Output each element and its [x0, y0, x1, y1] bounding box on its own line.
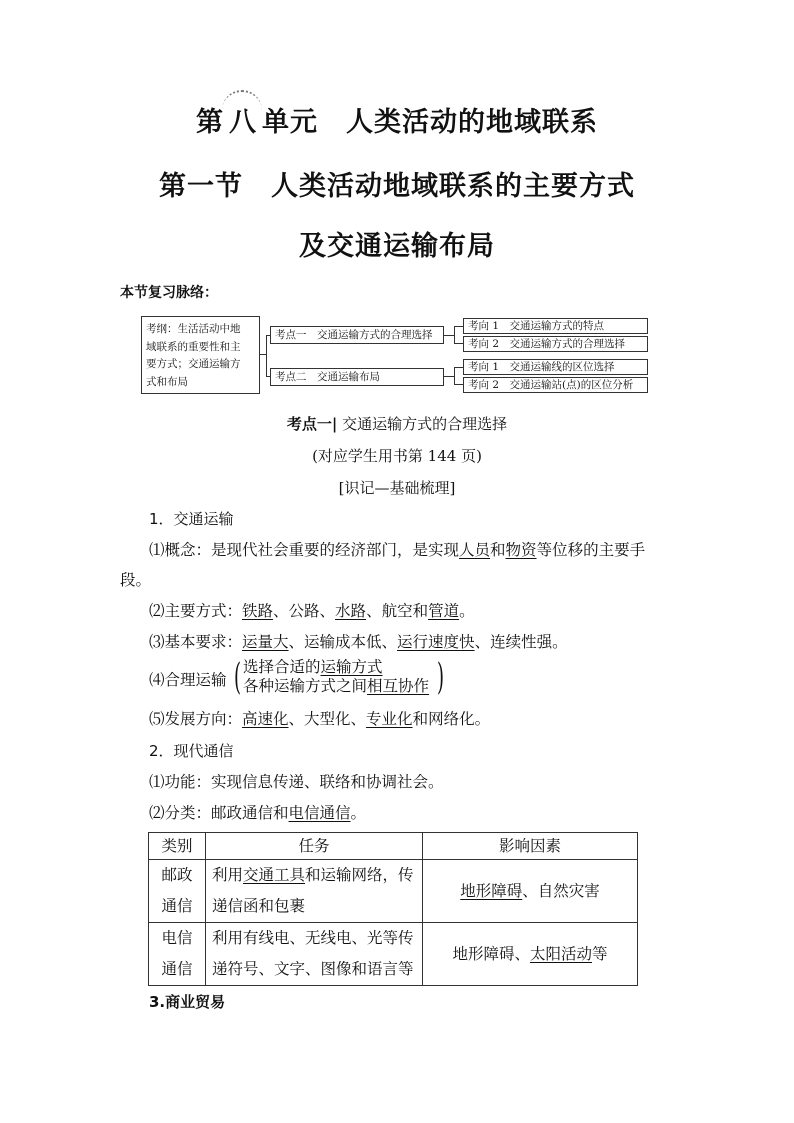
table-cell-category: 邮政 通信	[149, 860, 206, 923]
s1-p2: ⑵主要方式：铁路、公路、水路、航空和管道。	[149, 602, 475, 620]
s1-p4-label: ⑷合理运输	[149, 671, 227, 689]
s1-p5: ⑸发展方向：高速化、大型化、专业化和网络化。	[149, 710, 491, 728]
table-header-row	[149, 833, 638, 860]
s1-p1-cont: 段。	[120, 571, 152, 589]
table-cell-factor: 地形障碍、太阳活动等	[423, 923, 638, 986]
s2-heading: 2．现代通信	[149, 742, 234, 760]
s1-p3: ⑶基本要求：运量大、运输成本低、运行速度快、连续性强。	[149, 633, 568, 651]
s3-heading: 3.商业贸易	[149, 993, 226, 1011]
table-header: 影响因素	[423, 833, 638, 860]
table-header: 任务	[206, 833, 423, 860]
table-cell-category: 电信 通信	[149, 923, 206, 986]
table-row	[149, 860, 638, 923]
page-reference: (对应学生用书第 144 页)	[312, 447, 482, 465]
table-header: 类别	[149, 833, 206, 860]
section-title-line1: 第一节 人类活动地域联系的主要方式	[159, 171, 635, 202]
unit-number: 八	[224, 100, 262, 139]
review-label: 本节复习脉络：	[120, 285, 218, 301]
section-label: [识记—基础梳理]	[338, 479, 456, 497]
mindmap-point-2: 考点二 交通运输布局	[270, 368, 444, 386]
mindmap-sub-1-2: 考向 2 交通运输方式的合理选择	[463, 336, 648, 352]
mindmap-sub-2-2: 考向 2 交通运输站(点)的区位分析	[463, 377, 648, 393]
kaodian-heading: 考点一| 交通运输方式的合理选择	[286, 415, 508, 433]
s1-heading: 1．交通运输	[149, 510, 234, 528]
mindmap-sub-2-1: 考向 1 交通运输线的区位选择	[463, 359, 648, 375]
table-cell-task: 利用交通工具和运输网络，传 递信函和包裹	[206, 860, 423, 923]
table-cell-factor: 地形障碍、自然灾害	[423, 860, 638, 923]
s2-p1: ⑴功能：实现信息传递、联络和协调社会。	[149, 773, 444, 791]
section-title-line2: 及交通运输布局	[299, 231, 495, 262]
communication-table	[148, 832, 638, 986]
s2-p2: ⑵分类：邮政通信和电信通信。	[149, 804, 367, 822]
table-row	[149, 923, 638, 986]
table-cell-task: 利用有线电、无线电、光等传 递符号、文字、图像和语言等	[206, 923, 423, 986]
mindmap-sub-1-1: 考向 1 交通运输方式的特点	[463, 318, 648, 334]
unit-title: 第 八 单元 人类活动的地域联系	[0, 100, 794, 139]
mindmap-root: 考纲：生活活动中地 域联系的重要性和主 要方式；交通运输方 式和布局	[141, 316, 260, 394]
s1-p1: ⑴概念：是现代社会重要的经济部门，是实现人员和物资等位移的主要手	[149, 541, 646, 559]
mindmap-point-1: 考点一 交通运输方式的合理选择	[270, 326, 444, 344]
